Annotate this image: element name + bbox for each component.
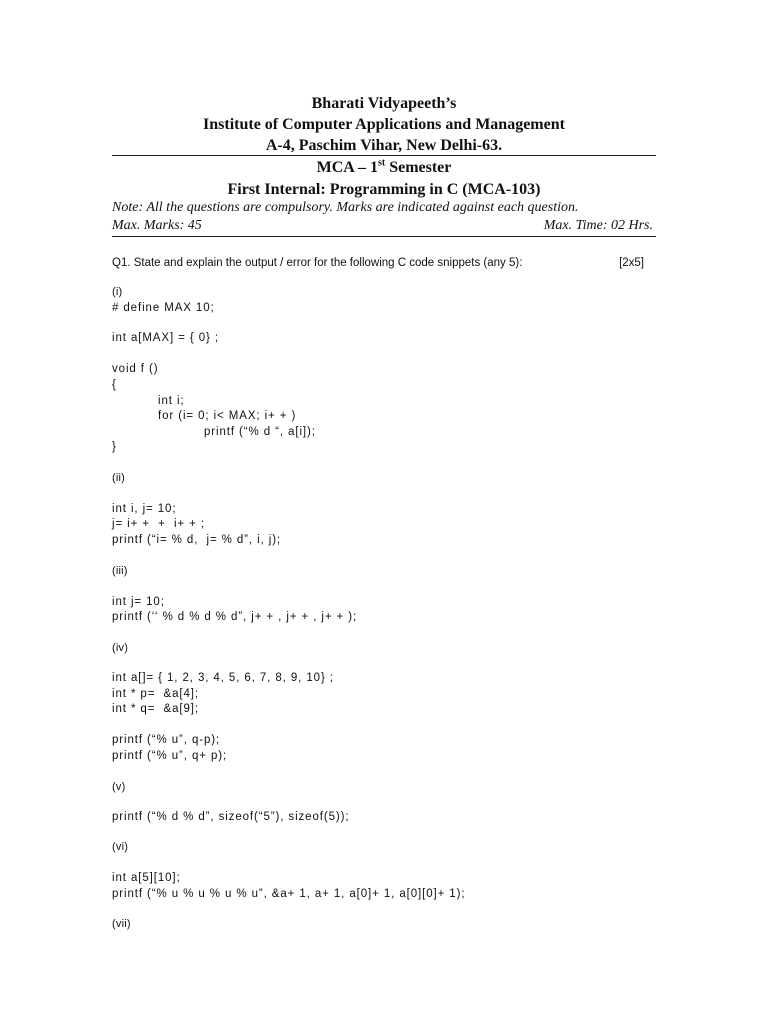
- institute-address: A-4, Paschim Vihar, New Delhi-63.: [265, 137, 503, 154]
- snippet-label: (ii): [112, 472, 126, 484]
- institute-full-name: Institute of Computer Applications and Management: [203, 116, 565, 133]
- code-line: # define MAX 10;: [112, 302, 215, 314]
- code-line: printf (“% d % d”, sizeof(“5”), sizeof(5));: [112, 811, 350, 823]
- max-time: Max. Time: 02 Hrs.: [543, 218, 653, 233]
- code-line: printf (“% u % u % u % u”, &a+ 1, a+ 1, a[0]+ 1, a[0][0]+ 1);: [112, 888, 466, 900]
- exam-note: Note: All the questions are compulsory. Marks are indicated against each question.: [112, 200, 579, 215]
- question-1-text: Q1. State and explain the output / error for the following C code snippets (any 5):: [112, 257, 523, 269]
- header-divider-bottom: [112, 236, 656, 237]
- institute-name-line: Bharati Vidyapeeth’s: [311, 95, 457, 112]
- course-superscript: st: [377, 157, 386, 169]
- snippet-label: (iv): [112, 642, 129, 654]
- snippet-label: (i): [112, 286, 123, 298]
- code-line: j= i+ + + i+ + ;: [112, 518, 205, 530]
- course-suffix: Semester: [385, 159, 452, 176]
- question-1-marks: [2x5]: [619, 257, 644, 269]
- code-line: void f (): [112, 363, 159, 375]
- course-prefix: MCA – 1: [316, 159, 378, 176]
- snippet-label: (vi): [112, 841, 129, 853]
- snippet-label: (v): [112, 781, 126, 793]
- code-line: int a[]= { 1, 2, 3, 4, 5, 6, 7, 8, 9, 10} ;: [112, 672, 334, 684]
- code-line: {: [112, 379, 117, 391]
- code-line: }: [112, 441, 117, 453]
- course-semester: [112, 157, 656, 178]
- code-line: int i;: [158, 395, 185, 407]
- snippet-label: (vii): [112, 918, 131, 930]
- code-line: printf (“% u”, q+ p);: [112, 750, 228, 762]
- code-line: int a[MAX] = { 0} ;: [112, 332, 219, 344]
- snippet-label: (iii): [112, 565, 128, 577]
- code-line: int j= 10;: [112, 596, 165, 608]
- code-line: printf (“% u”, q-p);: [112, 734, 221, 746]
- exam-title: First Internal: Programming in C (MCA-103): [227, 181, 541, 198]
- header-divider-top: [112, 155, 656, 156]
- code-line: int i, j= 10;: [112, 503, 177, 515]
- code-line: int a[5][10];: [112, 872, 181, 884]
- code-line: printf (“% d “, a[i]);: [204, 426, 316, 438]
- code-line: printf (‘‘ % d % d % d”, j+ + , j+ + , j+ + );: [112, 611, 358, 623]
- code-line: for (i= 0; i< MAX; i+ + ): [158, 410, 297, 422]
- code-line: int * p= &a[4];: [112, 688, 199, 700]
- max-marks: Max. Marks: 45: [112, 218, 202, 233]
- code-line: int * q= &a[9];: [112, 703, 199, 715]
- code-line: printf (“i= % d, j= % d”, i, j);: [112, 534, 282, 546]
- institute-header: [112, 93, 656, 156]
